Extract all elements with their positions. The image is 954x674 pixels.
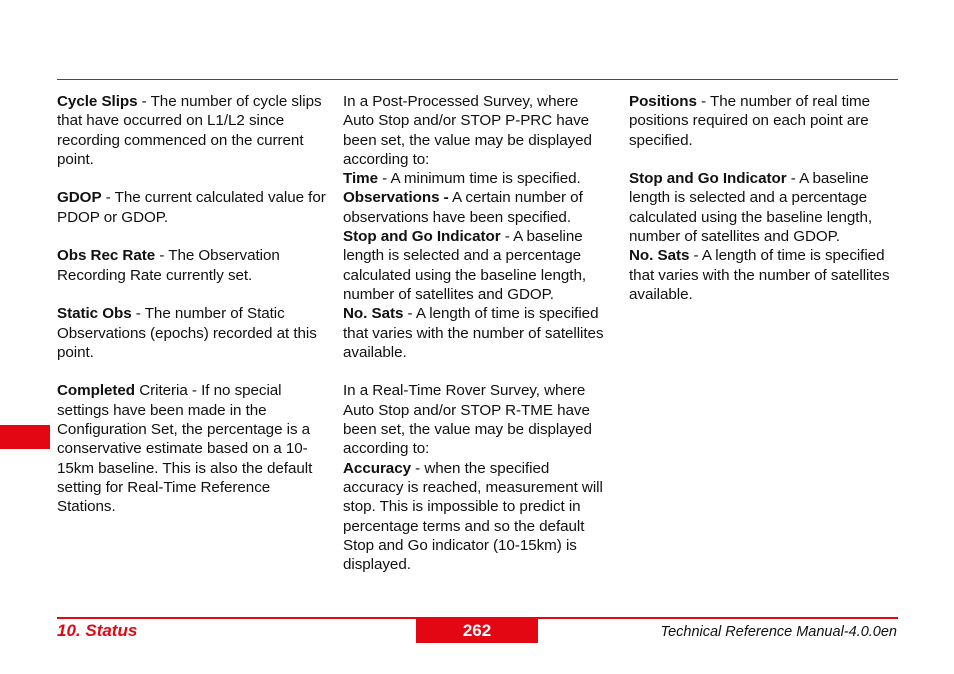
stop-go-entry-rt: Stop and Go Indicator - A baseline length is selected and a percentage calculated using the baseline length, number of satellites and GDOP. [629, 170, 873, 246]
cycle-slips-entry: Cycle Slips - The number of cycle slips that have occurred on L1/L2 since recording commenced on the current point. [57, 93, 322, 168]
static-obs-entry: Static Obs - The number of Static Observations (epochs) recorded at this point. [57, 305, 317, 361]
real-time-intro: In a Real-Time Rover Survey, where Auto Stop and/or STOP R-TME have been set, the value may be displayed according to: [343, 382, 592, 458]
observations-entry: Observations - A certain number of observations have been specified. [343, 189, 583, 226]
no-sats-entry: No. Sats - A length of time is specified that varies with the number of satellites available. [343, 305, 604, 361]
post-processed-intro: In a Post-Processed Survey, where Auto Stop and/or STOP P-PRC have been set, the value may be displayed according to: [343, 93, 592, 168]
obs-rec-rate-entry: Obs Rec Rate - The Observation Recording Rate currently set. [57, 247, 280, 284]
column-2 [343, 92, 611, 574]
column-1 [57, 92, 329, 517]
column-3 [629, 92, 897, 304]
stop-go-entry: Stop and Go Indicator - A baseline length is selected and a percentage calculated using the baseline length, number of satellites and GDOP. [343, 228, 587, 303]
completed-entry: Completed Criteria - If no special settings have been made in the Configuration Set, the percentage is a conservative estimate based on a 10-15km baseline. This is also the default setting for Real-Time Reference Stations. [57, 382, 313, 516]
gdop-entry: GDOP - The current calculated value for PDOP or GDOP. [57, 189, 326, 226]
manual-title: Technical Reference Manual-4.0.0en [660, 624, 897, 640]
accuracy-entry: Accuracy - when the specified accuracy is reached, measurement will stop. This is impossible to predict in percentage terms and so the default Stop and Go indicator (10-15km) is displayed. [343, 459, 603, 574]
chapter-title: 10. Status [57, 621, 138, 640]
header-rule [57, 79, 898, 80]
no-sats-entry-rt: No. Sats - A length of time is specified that varies with the number of satellites available. [629, 247, 890, 303]
chapter-side-tab [0, 425, 50, 449]
time-entry: Time - A minimum time is specified. [343, 170, 581, 188]
page-number: 262 [416, 619, 538, 643]
positions-entry: Positions - The number of real time positions required on each point are specified. [629, 93, 871, 149]
